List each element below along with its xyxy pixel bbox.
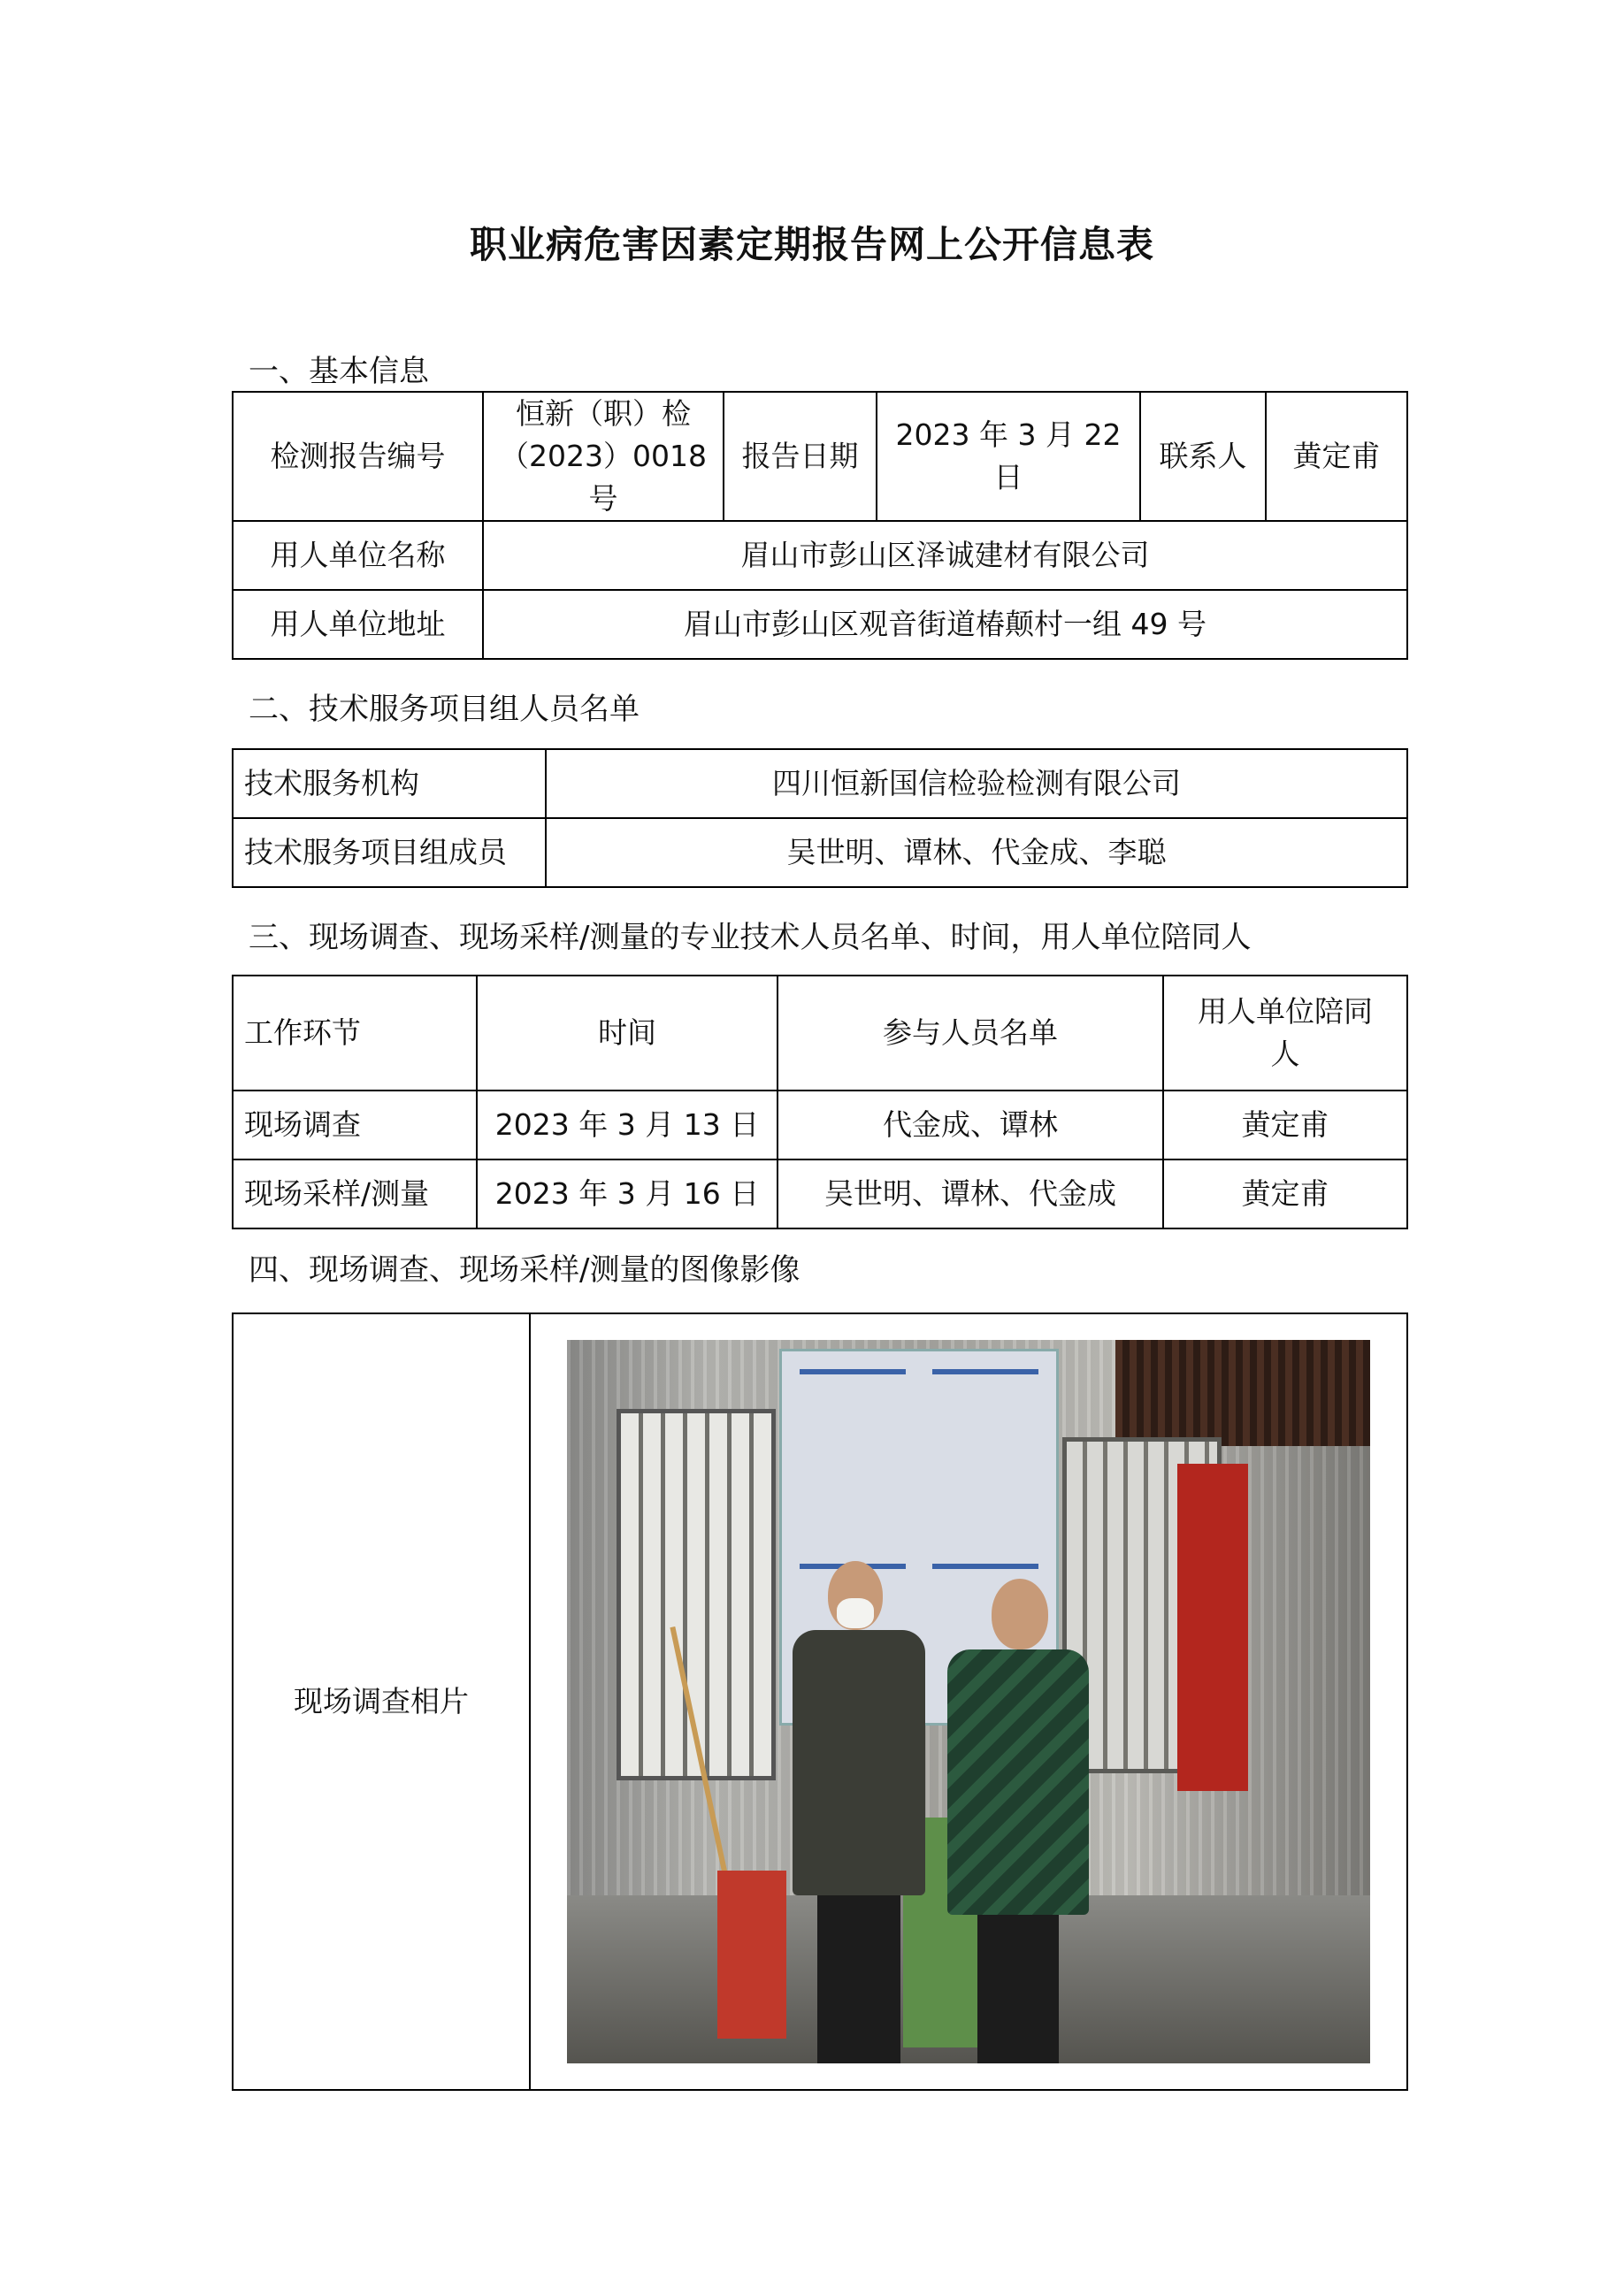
contact-label: 联系人 (1140, 392, 1266, 521)
survey-photo-label: 现场调查相片 (233, 1313, 530, 2090)
col-header-escort (1163, 976, 1407, 1091)
report-no-value (483, 392, 724, 521)
report-no-label: 检测报告编号 (233, 392, 483, 521)
survey-photo (567, 1340, 1370, 2063)
col-header-escort-line1: 用人单位陪同 (1198, 994, 1373, 1029)
employer-name-label: 用人单位名称 (233, 521, 483, 590)
row-stage: 现场调查 (233, 1091, 477, 1159)
images-table (232, 1313, 1408, 2091)
tech-org-value: 四川恒新国信检验检测有限公司 (546, 749, 1407, 818)
tech-org-label: 技术服务机构 (233, 749, 546, 818)
table-row (233, 1159, 1407, 1228)
report-no-line1: 恒新（职）检 (516, 396, 691, 431)
row-time: 2023 年 3 月 13 日 (477, 1091, 778, 1159)
col-header-people: 参与人员名单 (778, 976, 1163, 1091)
row-escort: 黄定甫 (1163, 1159, 1407, 1228)
team-table (232, 748, 1408, 888)
survey-photo-cell (530, 1313, 1407, 2090)
row-people: 代金成、谭林 (778, 1091, 1163, 1159)
employer-name-value: 眉山市彭山区泽诚建材有限公司 (483, 521, 1407, 590)
contact-value: 黄定甫 (1266, 392, 1407, 521)
field-work-table (232, 975, 1408, 1229)
person-right (947, 1579, 1089, 2063)
col-header-escort-line2: 人 (1270, 1037, 1300, 1071)
team-members-value: 吴世明、谭林、代金成、李聪 (546, 818, 1407, 887)
report-no-line2: （2023）0018 号 (500, 439, 707, 516)
employer-address-value: 眉山市彭山区观音街道椿颠村一组 49 号 (483, 590, 1407, 659)
col-header-stage: 工作环节 (233, 976, 477, 1091)
table-row (233, 1091, 1407, 1159)
report-date-value: 2023 年 3 月 22 日 (877, 392, 1140, 521)
col-header-time: 时间 (477, 976, 778, 1091)
section-heading-basic-info: 一、基本信息 (249, 354, 429, 389)
report-date-label: 报告日期 (724, 392, 877, 521)
row-escort: 黄定甫 (1163, 1091, 1407, 1159)
employer-address-label: 用人单位地址 (233, 590, 483, 659)
row-people: 吴世明、谭林、代金成 (778, 1159, 1163, 1228)
row-stage: 现场采样/测量 (233, 1159, 477, 1228)
section-heading-images: 四、现场调查、现场采样/测量的图像影像 (249, 1252, 801, 1288)
team-members-label: 技术服务项目组成员 (233, 818, 546, 887)
section-heading-field-work: 三、现场调查、现场采样/测量的专业技术人员名单、时间，用人单位陪同人 (249, 920, 1252, 955)
page-title: 职业病危害因素定期报告网上公开信息表 (469, 223, 1154, 266)
section-heading-team: 二、技术服务项目组人员名单 (249, 692, 640, 727)
row-time: 2023 年 3 月 16 日 (477, 1159, 778, 1228)
person-left (793, 1561, 925, 2063)
basic-info-table (232, 391, 1408, 660)
